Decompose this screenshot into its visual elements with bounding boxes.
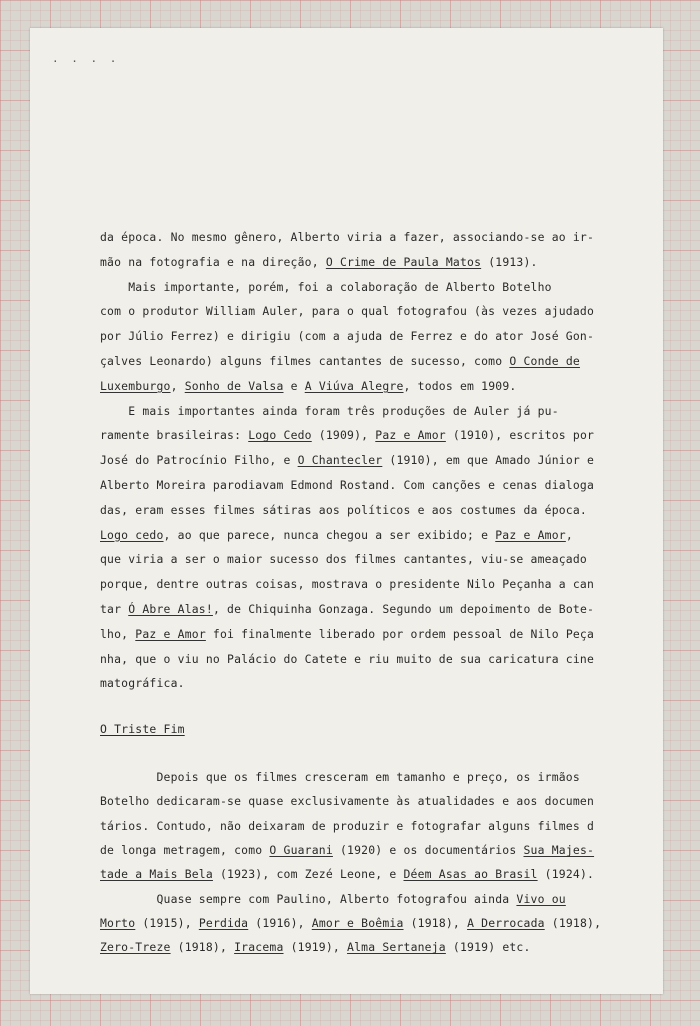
text-line: [100, 794, 640, 808]
text-segment: E mais importantes ainda foram três produções de Auler já pu-: [100, 403, 559, 418]
text-segment: por Júlio Ferrez) e dirigiu (com a ajuda de Ferrez e do ator José Gon-: [100, 329, 595, 344]
text-segment: ,: [565, 527, 573, 542]
text-line: [100, 602, 640, 616]
text-segment: (1919) etc.: [445, 940, 531, 955]
underlined-title: Paz e Amor: [495, 527, 566, 542]
text-line: [100, 627, 640, 641]
underlined-title: Iracema: [234, 940, 284, 955]
text-line: [100, 940, 640, 954]
section-heading: O Triste Fim: [100, 722, 185, 736]
text-segment: (1924).: [537, 867, 595, 882]
text-segment: ,: [170, 378, 185, 393]
text-segment: (1909),: [311, 428, 376, 443]
text-line: [100, 770, 640, 784]
text-segment: (1918),: [170, 940, 235, 955]
text-segment: (1918),: [403, 915, 468, 930]
text-line: [100, 453, 640, 467]
underlined-title: O Conde de: [509, 354, 580, 368]
text-line: [100, 230, 640, 244]
text-segment: , ao que parece, nunca chegou a ser exibido; e: [163, 527, 496, 542]
text-segment: Botelho dedicaram-se quase exclusivamente às atualidades e aos documen: [100, 794, 595, 809]
underlined-title: Logo cedo: [100, 527, 164, 542]
text-line: [100, 819, 640, 833]
text-segment: matográfica.: [100, 676, 185, 691]
text-segment: de longa metragem, como: [100, 842, 270, 857]
underlined-title: O Guarani: [269, 842, 333, 857]
text-segment: com o produtor William Auler, para o qual fotografou (às vezes ajudado: [100, 304, 595, 319]
underlined-title: Vivo ou: [516, 891, 566, 906]
text-segment: José do Patrocínio Filho, e: [100, 453, 298, 468]
underlined-title: Ó Abre Alas!: [128, 602, 213, 616]
underlined-title: Sua Majes-: [523, 842, 595, 857]
paper-marks: · · · ·: [52, 55, 120, 68]
text-segment: tar: [100, 602, 129, 616]
text-segment: porque, dentre outras coisas, mostrava o presidente Nilo Peçanha a can: [100, 577, 595, 592]
text-line: [100, 304, 640, 318]
text-line: [100, 577, 640, 591]
text-line: [100, 867, 640, 881]
text-segment: que viria a ser o maior sucesso dos filmes cantantes, viu-se ameaçado: [100, 552, 587, 567]
text-segment: mão na fotografia e na direção,: [100, 254, 326, 269]
text-segment: (1915),: [135, 915, 199, 930]
text-segment: tários. Contudo, não deixaram de produzir e fotografar alguns filmes d: [100, 818, 595, 833]
text-line: [100, 255, 640, 269]
text-segment: (1923), com Zezé Leone, e: [212, 867, 404, 882]
underlined-title: tade a Mais Bela: [100, 867, 213, 882]
text-line: [100, 428, 640, 442]
text-line: [100, 552, 640, 566]
text-line: [100, 843, 640, 857]
text-segment: Mais importante, porém, foi a colaboração de Alberto Botelho: [100, 279, 552, 294]
text-line: [100, 280, 640, 294]
text-segment: çalves Leonardo) alguns filmes cantantes de sucesso, como: [100, 354, 510, 368]
text-segment: (1910), escritos por: [445, 428, 595, 443]
underlined-title: O Crime de Paula Matos: [325, 254, 482, 269]
text-line: [100, 528, 640, 542]
text-segment: (1910), em que Amado Júnior e: [382, 453, 595, 468]
underlined-title: Zero-Treze: [100, 940, 171, 955]
underlined-title: Sonho de Valsa: [184, 378, 284, 393]
underlined-title: Perdida: [198, 915, 249, 930]
text-segment: (1919),: [283, 940, 348, 955]
underlined-title: A Derrocada: [467, 915, 545, 930]
underlined-title: A Viúva Alegre: [304, 378, 404, 393]
underlined-title: Amor e Boêmia: [311, 915, 404, 930]
underlined-title: Alma Sertaneja: [347, 940, 446, 955]
text-segment: Depois que os filmes cresceram em tamanho e preço, os irmãos: [100, 770, 580, 784]
text-segment: lho,: [100, 626, 136, 641]
underlined-title: Luxemburgo: [100, 378, 171, 393]
text-line: [100, 503, 640, 517]
underlined-title: Logo Cedo: [248, 428, 312, 443]
text-line: [100, 676, 640, 690]
text-segment: da época. No mesmo gênero, Alberto viria a fazer, associando-se ao ir-: [100, 230, 595, 244]
text-line: [100, 916, 640, 930]
text-segment: (1913).: [481, 254, 538, 269]
text-segment: Quase sempre com Paulino, Alberto fotografou ainda: [100, 891, 517, 906]
text-line: [100, 404, 640, 418]
text-segment: e: [283, 378, 305, 393]
text-line: [100, 652, 640, 666]
text-segment: , todos em 1909.: [403, 378, 517, 393]
underlined-title: Paz e Amor: [135, 626, 206, 641]
underlined-title: O Chantecler: [297, 453, 383, 468]
underlined-title: Déem Asas ao Brasil: [403, 867, 538, 882]
text-line: [100, 379, 640, 393]
text-line: [100, 354, 640, 368]
text-segment: (1920) e os documentários: [332, 842, 524, 857]
text-segment: das, eram esses filmes sátiras aos políticos e aos costumes da época.: [100, 502, 587, 517]
text-segment: (1918),: [544, 915, 602, 930]
text-line: [100, 478, 640, 492]
text-line: [100, 892, 640, 906]
text-segment: foi finalmente liberado por ordem pessoal de Nilo Peça: [205, 626, 595, 641]
text-segment: Alberto Moreira parodiavam Edmond Rostand. Com canções e cenas dialoga: [100, 478, 595, 492]
text-segment: ramente brasileiras:: [100, 428, 249, 443]
text-segment: nha, que o viu no Palácio do Catete e riu muito de sua caricatura cine: [100, 651, 595, 666]
text-line: [100, 329, 640, 343]
text-segment: , de Chiquinha Gonzaga. Segundo um depoimento de Bote-: [212, 602, 595, 616]
underlined-title: Paz e Amor: [375, 428, 446, 443]
text-segment: (1916),: [248, 915, 312, 930]
underlined-title: Morto: [100, 915, 136, 930]
